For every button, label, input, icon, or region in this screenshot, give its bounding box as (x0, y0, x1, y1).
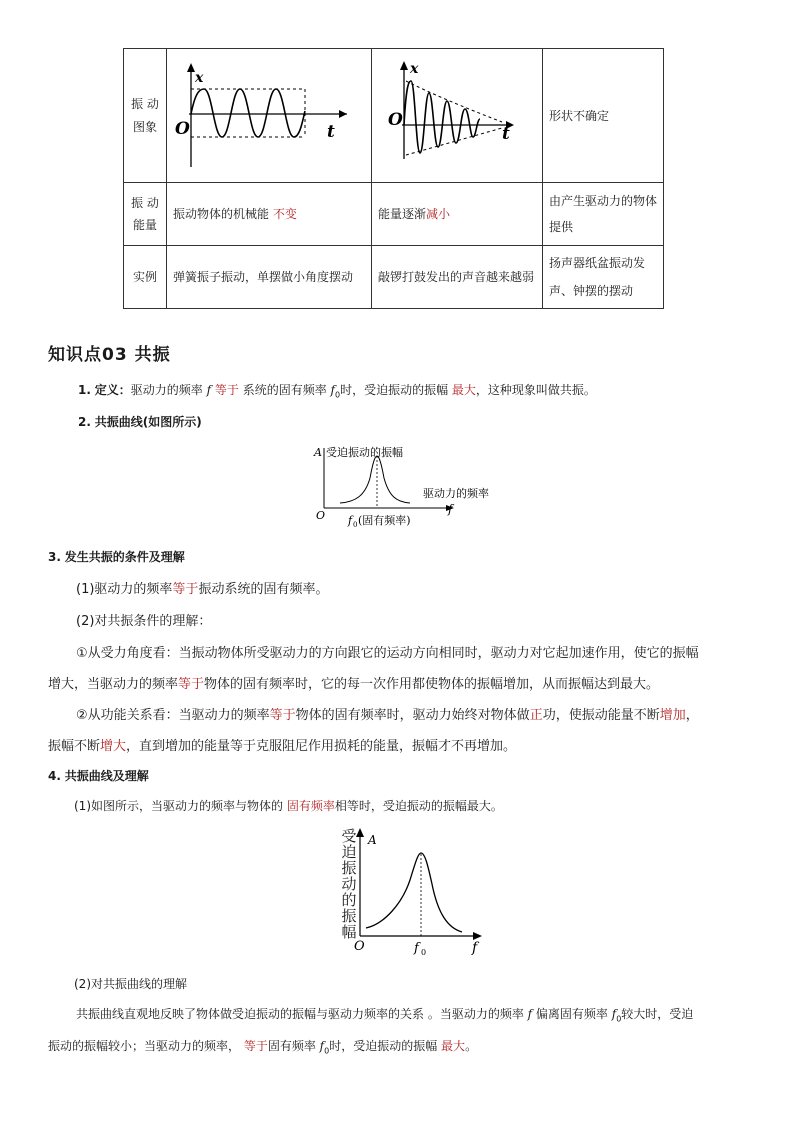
highlight-text: 减小 (426, 207, 451, 222)
origin-label: O (354, 939, 365, 954)
text: (1)驱动力的频率 (76, 582, 173, 597)
var-f: f (206, 383, 212, 397)
highlight-text: 等于 (211, 383, 243, 397)
amplitude-label: 受迫振动的振幅 (326, 446, 403, 459)
highlight-text: 不变 (272, 207, 297, 222)
text: (1)如图所示，当驱动力的频率与物体的 (74, 799, 287, 813)
curve-explanation-line-1 (76, 1005, 693, 1023)
curve-understanding-2: (2)对共振曲线的理解 (74, 977, 187, 991)
highlight-text: 等于 (178, 677, 205, 692)
row-header-image: 振 动 图象 (124, 49, 167, 183)
subscript: 0 (421, 948, 427, 957)
text: ①从受力角度看：当振动物体所受驱动力的方向跟它的运动方向相同时，驱动力对它起加速作用，使它的振幅 (76, 646, 699, 661)
text: 。 (465, 1039, 478, 1053)
vertical-amplitude-label: 受迫振动的振幅 (341, 827, 357, 941)
curve-explanation-line-2 (48, 1037, 477, 1055)
subscript: 0 (616, 1014, 622, 1024)
row-header-example: 实例 (124, 246, 167, 309)
var-f0: f (330, 383, 335, 397)
undamped-vibration-graph-cell (167, 49, 372, 183)
subscript: 0 (324, 1046, 330, 1056)
item-label: 发生共振的条件及理解 (64, 550, 185, 564)
highlight-text: 增加 (659, 708, 686, 723)
item-label: 定义： (94, 383, 131, 397)
example-cell-undamped: 弹簧振子振动，单摆做小角度摆动 (167, 246, 372, 309)
item-label: 共振曲线及理解 (64, 769, 149, 783)
energy-view-line-2 (48, 735, 516, 754)
table-row (124, 49, 664, 183)
energy-view-line-1 (76, 704, 699, 723)
origin-label: O (388, 110, 403, 130)
origin-label: O (316, 509, 326, 522)
highlight-text: 增大 (100, 739, 127, 754)
a-axis-label: A (368, 833, 377, 847)
text: 物体的固有频率时，驱动力始终对物体做 (295, 708, 530, 723)
text: 较大时，受迫 (621, 1007, 694, 1021)
text: 振幅不断 (48, 739, 101, 754)
text: ， (685, 708, 699, 723)
energy-cell-damped (372, 183, 543, 246)
var-f: f (527, 1007, 533, 1021)
shape-uncertain-cell: 形状不确定 (543, 49, 664, 183)
condition-2: (2)对共振条件的理解： (76, 614, 212, 629)
text: 系统的固有频率 (242, 383, 331, 397)
definition-paragraph (78, 381, 596, 399)
origin-label: O (175, 119, 190, 139)
item-number: 4. (48, 769, 61, 783)
var-f0: f (611, 1007, 617, 1021)
resonance-curve-small (310, 440, 520, 532)
highlight-text: 最大 (451, 383, 476, 397)
energy-cell-forced: 由产生驱动力的物体提供 (543, 183, 664, 246)
text: 固有频率 (267, 1039, 320, 1053)
item-number: 1. (78, 383, 91, 397)
section-title: 知识点03 共振 (48, 345, 171, 365)
example-cell-damped: 敲锣打鼓发出的声音越来越弱 (372, 246, 543, 309)
table-row (124, 246, 664, 309)
t-axis-label: t (327, 122, 335, 142)
subscript: 0 (334, 390, 341, 400)
x-axis-label: x (410, 61, 419, 77)
x-axis-label: x (195, 70, 204, 86)
resonance-curve-large (350, 826, 490, 958)
t-axis-label: t (502, 124, 510, 144)
highlight-text: 等于 (269, 708, 296, 723)
var-f0: f (319, 1039, 325, 1053)
highlight-text: 固有频率 (286, 799, 335, 813)
damped-vibration-graph-cell (372, 49, 543, 183)
f0-label: f (348, 514, 353, 527)
text: 能量逐渐 (378, 207, 427, 222)
highlight-text: 等于 (243, 1039, 268, 1053)
energy-cell-undamped (167, 183, 372, 246)
damped-vibration-graph (372, 49, 542, 173)
f-axis-label: f (472, 940, 478, 956)
text: 时，受迫振动的振幅 (340, 383, 452, 397)
text: ②从功能关系看：当驱动力的频率 (76, 708, 270, 723)
text: 时，受迫振动的振幅 (329, 1039, 442, 1053)
undamped-vibration-graph (167, 49, 371, 173)
text: ，这种现象叫做共振。 (475, 383, 596, 397)
text: 物体的固有频率时，它的每一次作用都使物体的振幅增加，从而振幅达到最大。 (204, 677, 660, 692)
text: 共振曲线直观地反映了物体做受迫振动的振幅与驱动力频率的关系 。当驱动力的频率 (76, 1007, 528, 1021)
condition-1 (76, 578, 328, 597)
curve-understanding-heading (48, 767, 149, 784)
text: 振动系统的固有频率。 (198, 582, 329, 597)
highlight-text: 最大 (441, 1039, 466, 1053)
example-cell-forced: 扬声器纸盆振动发声、钟摆的摆动 (543, 246, 664, 309)
force-view-line-1 (76, 642, 699, 661)
force-view-line-2 (48, 673, 659, 692)
condition-heading (48, 548, 185, 565)
text: 振动物体的机械能 (173, 207, 273, 222)
natural-frequency-label: (固有频率) (358, 514, 411, 527)
text: 增大，当驱动力的频率 (48, 677, 179, 692)
a-axis-label: A (314, 446, 322, 459)
item-number: 3. (48, 550, 61, 564)
vibration-comparison-table (123, 48, 664, 309)
table-row (124, 183, 664, 246)
text: 功，使振动能量不断 (542, 708, 660, 723)
text: 相等时，受迫振动的振幅最大。 (334, 799, 503, 813)
text: 振动的振幅较小；当驱动力的频率， (48, 1039, 244, 1053)
highlight-text: 等于 (172, 582, 199, 597)
item-label: 共振曲线(如图所示) (94, 415, 202, 429)
text: ，直到增加的能量等于克服阻尼作用损耗的能量，振幅才不再增加。 (126, 739, 517, 754)
text: 偏离固有频率 (532, 1007, 612, 1021)
text: 驱动力的频率 (130, 383, 207, 397)
driving-frequency-label: 驱动力的频率 (423, 487, 489, 500)
row-header-energy: 振 动 能量 (124, 183, 167, 246)
curve-understanding-1 (74, 797, 503, 814)
f0-label: f (414, 941, 419, 956)
item-number: 2. (78, 415, 91, 429)
f-axis-label: f (448, 502, 453, 516)
subscript: 0 (353, 521, 358, 529)
highlight-text: 正 (529, 708, 543, 723)
curve-intro-paragraph (78, 413, 202, 430)
